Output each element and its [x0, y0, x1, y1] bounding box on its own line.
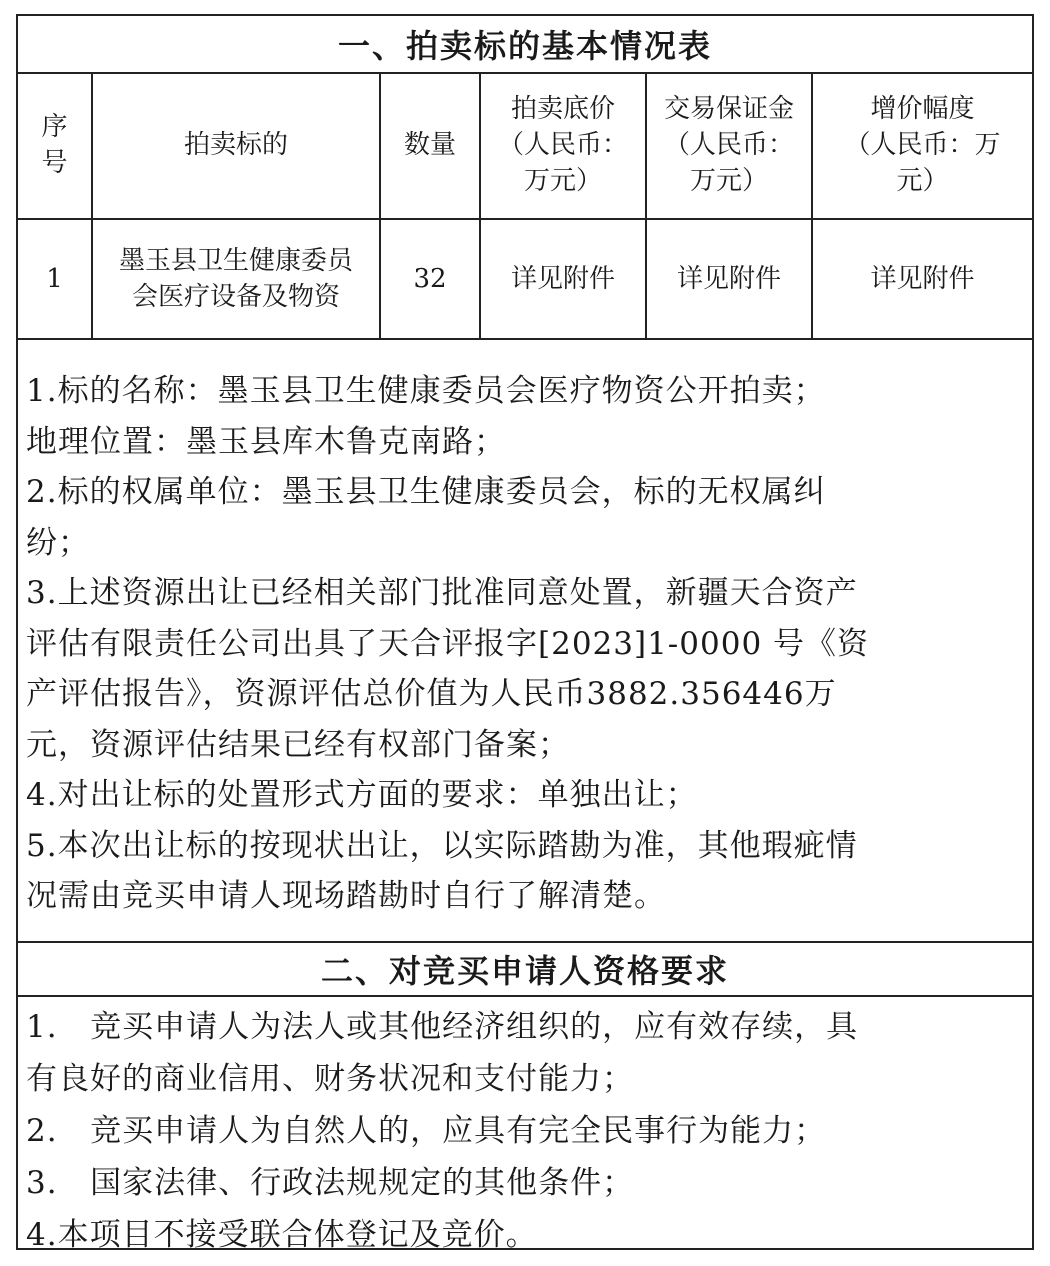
header-qty: 数量 [380, 72, 480, 219]
detail-line: 4.对出让标的处置形式方面的要求：单独出让； [26, 777, 698, 813]
detail-line: 地理位置：墨玉县库木鲁克南路； [26, 423, 506, 460]
section1-title: 一、拍卖标的基本情况表 [18, 16, 1032, 74]
detail-line: 5.本次出让标的按现状出让，以实际踏勘为准，其他瑕疵情 [26, 827, 858, 864]
header-no: 序 号 [18, 72, 92, 219]
detail-line: 评估有限责任公司出具了天合评报字[2023]1-0000 号《资 [26, 625, 870, 662]
cell-reserve-price: 详见附件 [480, 219, 646, 339]
header-increment: 增价幅度 （人民币：万 元） [812, 72, 1032, 219]
detail-line: 3.上述资源出让已经相关部门批准同意处置，新疆天合资产 [26, 575, 858, 611]
cell-increment: 详见附件 [812, 219, 1032, 339]
detail-line: 况需由竞买申请人现场踏勘时自行了解清楚。 [26, 878, 666, 914]
cell-no: 1 [18, 219, 92, 339]
auction-info-table [18, 72, 1032, 340]
header-item: 拍卖标的 [92, 72, 380, 219]
table-row [18, 219, 1032, 339]
auction-document [16, 14, 1034, 1253]
section1-details [18, 340, 1032, 943]
cell-qty: 32 [380, 219, 480, 339]
requirement-line: 3. 国家法律、行政法规规定的其他条件； [26, 1165, 635, 1201]
detail-line: 2.标的权属单位：墨玉县卫生健康委员会，标的无权属纠 [26, 474, 826, 510]
detail-line: 1.标的名称：墨玉县卫生健康委员会医疗物资公开拍卖； [26, 373, 826, 409]
cell-deposit: 详见附件 [646, 219, 812, 339]
detail-line: 元，资源评估结果已经有权部门备案； [26, 726, 570, 763]
header-deposit: 交易保证金 （人民币： 万元） [646, 72, 812, 219]
table-header-row [18, 72, 1032, 219]
section2-title: 二、对竞买申请人资格要求 [18, 943, 1032, 997]
cell-item: 墨玉县卫生健康委员 会医疗设备及物资 [92, 219, 380, 339]
requirement-line: 1. 竞买申请人为法人或其他经济组织的，应有效存续，具 [26, 1009, 859, 1045]
requirement-line: 有良好的商业信用、财务状况和支付能力； [26, 1061, 634, 1097]
header-reserve-price: 拍卖底价 （人民币： 万元） [480, 72, 646, 219]
requirement-line: 4.本项目不接受联合体登记及竞价。 [26, 1217, 538, 1253]
section2-requirements [18, 995, 1032, 1261]
detail-line: 纷； [26, 524, 90, 561]
detail-line: 产评估报告》，资源评估总价值为人民币3882.356446万 [26, 676, 837, 712]
requirement-line: 2. 竞买申请人为自然人的，应具有完全民事行为能力； [26, 1113, 827, 1149]
